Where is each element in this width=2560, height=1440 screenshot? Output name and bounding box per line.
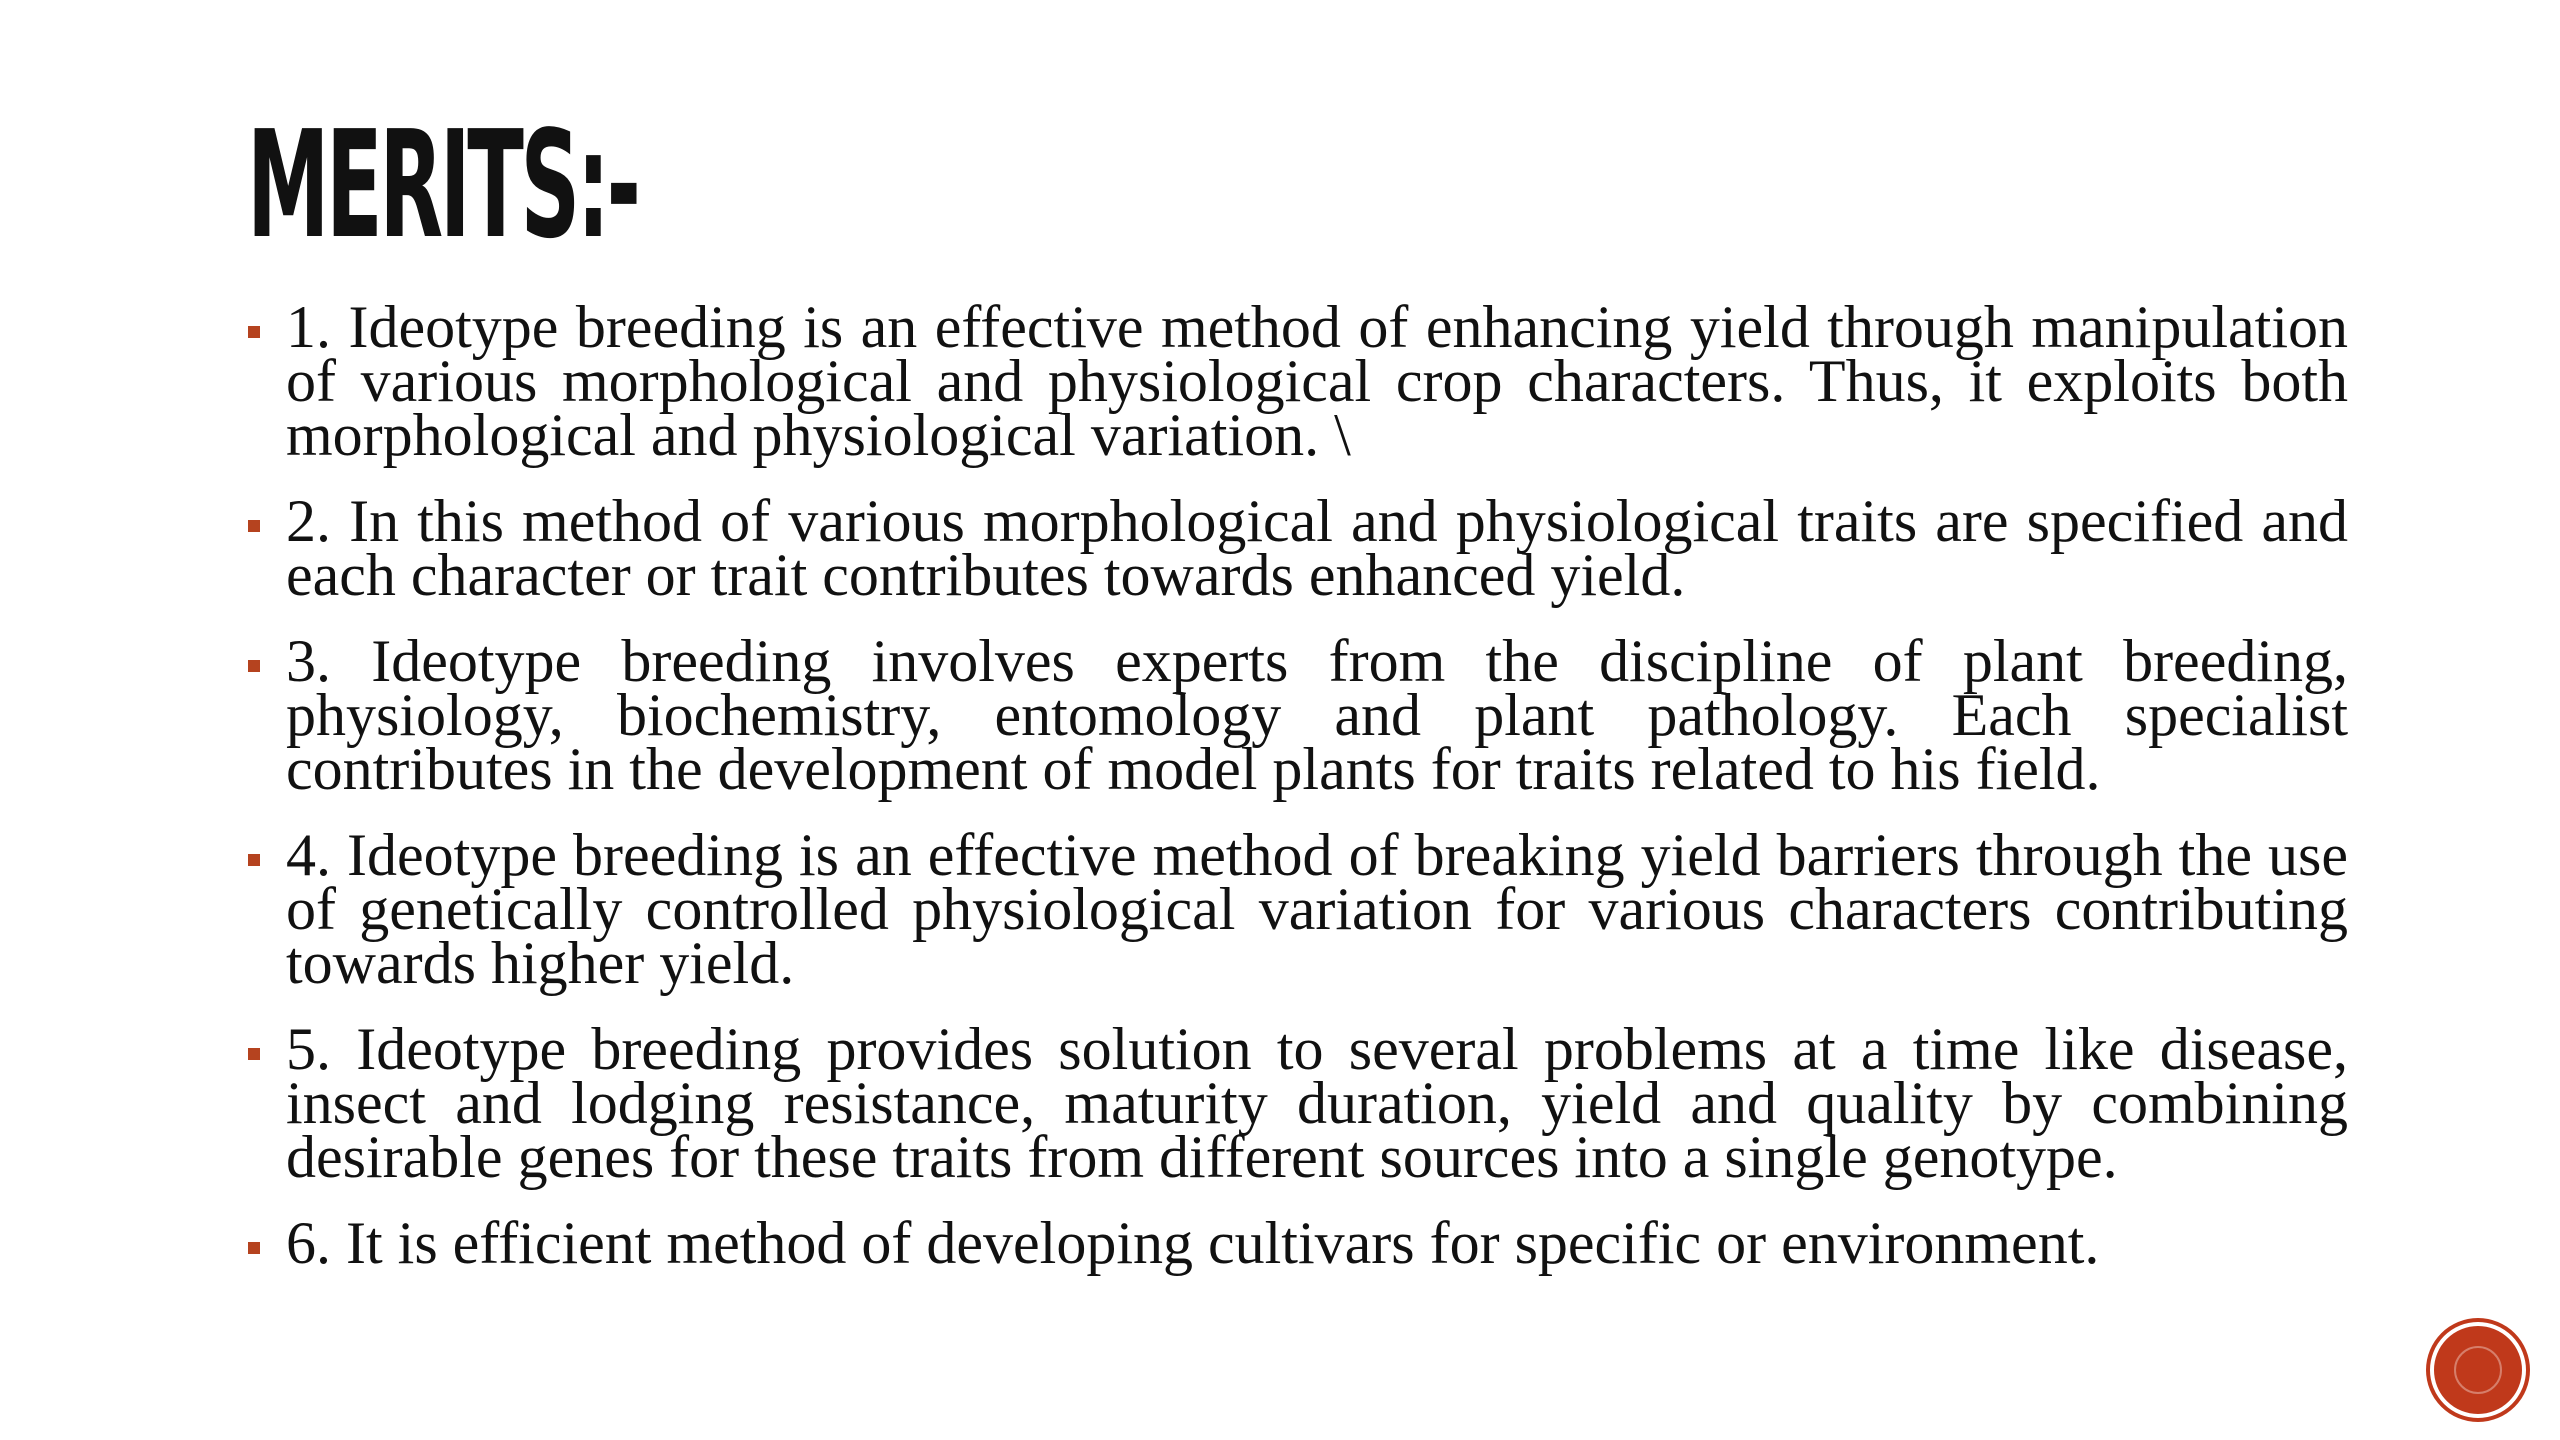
bullet-list	[248, 294, 2348, 1276]
bullet-square-icon	[248, 1048, 260, 1060]
slide-title: MERITS:-	[247, 99, 638, 271]
bullet-square-icon	[248, 326, 260, 338]
bullet-item-4	[248, 822, 2348, 996]
bullet-item-3	[248, 628, 2348, 802]
bullet-text: 6. It is efficient method of developing cultivars for specific or environment.	[286, 1210, 2100, 1276]
bullet-text: 1. Ideotype breeding is an effective method of enhancing yield through manipulation of various morphological and physiological crop characters. Thus, it exploits both morphological and physiological variation. \	[286, 294, 2348, 468]
bullet-item-2	[248, 488, 2348, 608]
bullet-square-icon	[248, 1242, 260, 1254]
slide-nav-button[interactable]	[2430, 1322, 2526, 1418]
bullet-text: 2. In this method of various morphological and physiological traits are specified and each character or trait contributes towards enhanced yield.	[286, 488, 2348, 608]
bullet-text: 4. Ideotype breeding is an effective method of breaking yield barriers through the use of genetically controlled physiological variation for various characters contributing towards higher yield.	[286, 822, 2348, 996]
bullet-item-5	[248, 1016, 2348, 1190]
bullet-square-icon	[248, 520, 260, 532]
bullet-item-6	[248, 1210, 2348, 1276]
circle-button-icon	[2454, 1346, 2502, 1394]
bullet-item-1	[248, 294, 2348, 468]
bullet-text: 5. Ideotype breeding provides solution to several problems at a time like disease, insect and lodging resistance, maturity duration, yield and quality by combining desirable genes for these traits from different sources into a single genotype.	[286, 1016, 2348, 1190]
bullet-square-icon	[248, 660, 260, 672]
bullet-text: 3. Ideotype breeding involves experts from the discipline of plant breeding, physiology, biochemistry, entomology and plant pathology. Each specialist contributes in the development of model plants for traits related to his field.	[286, 628, 2348, 802]
bullet-square-icon	[248, 854, 260, 866]
